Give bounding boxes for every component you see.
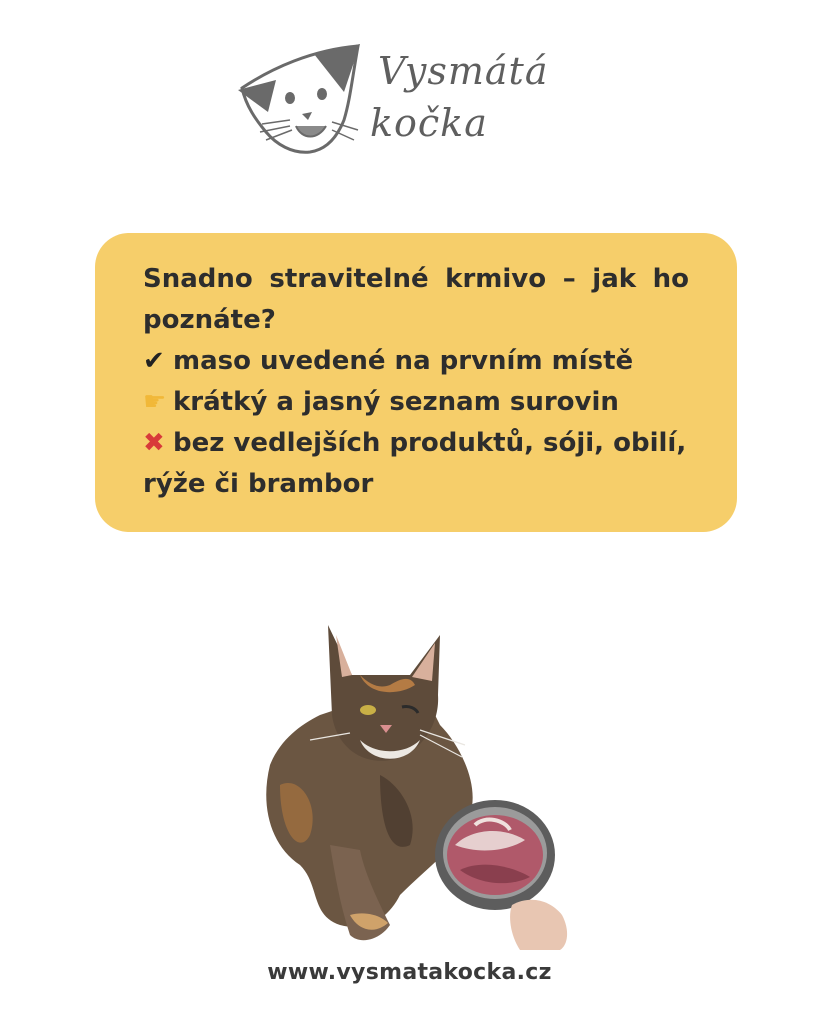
brand-logo — [232, 40, 552, 160]
list-item-text: bez vedlejších produktů, sóji, obilí, rýže či brambor — [143, 428, 687, 499]
pointing-hand-icon: ☛ — [143, 387, 167, 417]
card-list — [143, 341, 689, 505]
list-item-text: maso uvedené na prvním místě — [173, 346, 634, 376]
check-icon: ✔ — [143, 346, 165, 376]
logo-text-line2: kočka — [370, 101, 488, 145]
list-item-text: krátký a jasný seznam surovin — [173, 387, 619, 417]
website-url[interactable]: www.vysmatakocka.cz — [267, 960, 552, 985]
logo-text-line1: Vysmátá — [378, 49, 549, 93]
info-card — [95, 233, 737, 532]
cat-with-food-bowl-image — [240, 615, 580, 950]
cross-icon: ✖ — [143, 428, 165, 458]
list-item — [143, 382, 689, 423]
list-item — [143, 423, 689, 505]
card-title: Snadno stravitelné krmivo – jak ho poznáte? — [143, 264, 689, 335]
list-item — [143, 341, 689, 382]
cat-head-logo-icon — [232, 40, 372, 160]
